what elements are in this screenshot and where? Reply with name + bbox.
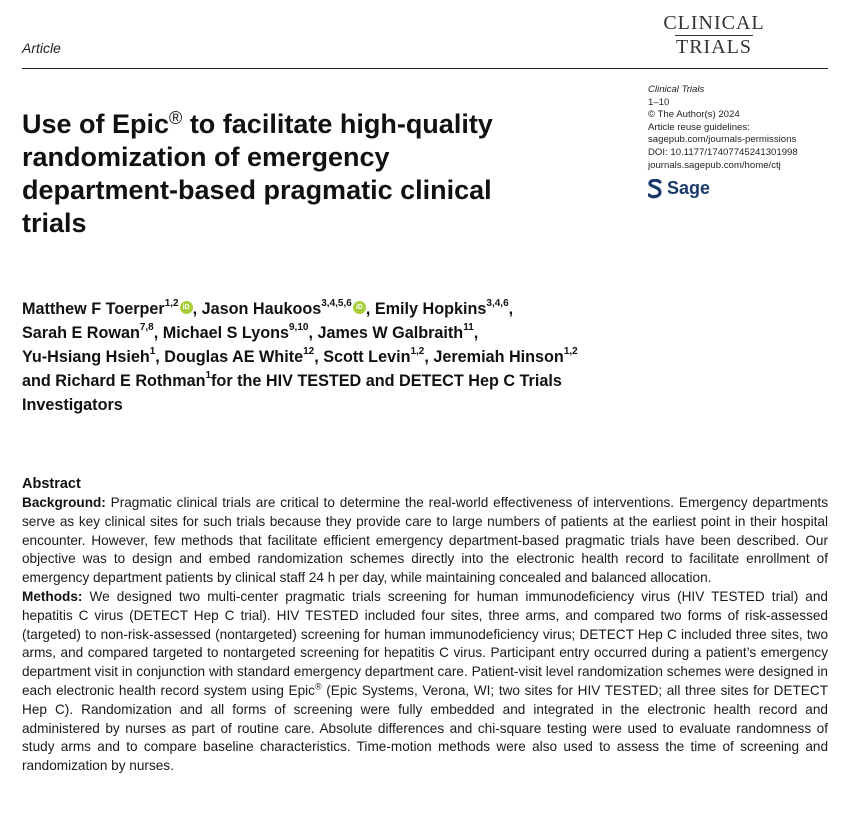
title-part1: Use of Epic <box>22 109 170 139</box>
journal-logo <box>648 12 780 58</box>
author-name[interactable]: Matthew F Toerper <box>22 300 165 318</box>
meta-pages: 1–10 <box>648 96 670 108</box>
abstract-section <box>22 474 828 776</box>
journal-logo-line1: CLINICAL <box>663 12 765 34</box>
separator: , <box>508 300 514 318</box>
title-part2: to facilitate high-quality randomization of emergency department-based pragmatic clinical trials <box>22 109 493 238</box>
affiliation-marker: 9,10 <box>288 321 309 333</box>
author-name[interactable]: , Jeremiah Hinson <box>424 348 564 366</box>
affiliation-marker: 1 <box>149 345 156 357</box>
affiliation-marker: 1,2 <box>410 345 425 357</box>
article-type-label: Article <box>22 40 61 56</box>
author-line-2 <box>22 321 828 345</box>
affiliation-marker: 3,4,6 <box>486 297 509 309</box>
publication-metadata <box>648 84 848 172</box>
affiliation-marker: 1 <box>205 369 212 381</box>
author-name[interactable]: , Douglas AE White <box>155 348 304 366</box>
orcid-icon[interactable]: iD <box>353 301 366 314</box>
author-name[interactable]: , James W Galbraith <box>308 324 464 342</box>
meta-copyright: © The Author(s) 2024 <box>648 109 740 121</box>
meta-journal: Clinical Trials <box>648 84 705 95</box>
methods-text-part1: We designed two multi-center pragmatic trials screening for human immunodeficiency virus (HIV TESTED trial) and hepatitis C virus (DETECT Hep C trial). HIV TESTED included four sites, three arms, and compared two forms of risk-assessed (targeted) to non-risk-assessed (nontargeted) screening for human immunodeficiency virus; DETECT Hep C included three sites, two arms, and compared targeted to nontargeted screening for hepatitis C virus. Participant entry occurred during a patient’s emergency department visit in conjunction with standard emergency department care. Patient-visit level randomization schemes were designed in each electronic health record system using Epic <box>22 588 828 698</box>
methods-label: Methods: <box>22 588 83 604</box>
separator: , <box>473 324 479 342</box>
author-name[interactable]: Sarah E Rowan <box>22 324 140 342</box>
title-registered-mark: ® <box>169 108 183 128</box>
author-name[interactable]: , Emily Hopkins <box>365 300 487 318</box>
affiliation-marker: 1,2 <box>164 297 179 309</box>
sage-s-icon <box>648 179 662 199</box>
methods-text-part2: (Epic Systems, Verona, WI; two sites for HIV TESTED; all three sites for DETECT Hep C). Randomization and all forms of screening were fully embedded and integrated in the electronic health record and administered by nurses as part of routine care. Absolute differences and chi-square testing were used to evaluate randomness of study arms and to compare baseline characteristics. Time-motion methods were also used to assess the time of screening and randomization by nurses. <box>22 682 828 774</box>
background-text: Pragmatic clinical trials are critical to determine the real-world effectiveness of interventions. Emergency departments serve as key clinical sites for such trials because they provide care to large numbers of patients at the earliest point in their hospital encounter. However, few methods that facilitate efficient emergency department-based pragmatic trials have been described. Our objective was to design and embed randomization schemes directly into the electronic health record to facilitate enrollment of emergency department patients by clinical staff 24 h per day, while maintaining concealed and balanced allocation. <box>22 495 828 586</box>
author-name[interactable]: , Jason Haukoos <box>192 300 322 318</box>
article-title <box>22 108 502 240</box>
author-line-5: Investigators <box>22 396 123 414</box>
group-author: for the HIV TESTED and DETECT Hep C Trials <box>211 372 562 390</box>
affiliation-marker: 12 <box>303 345 315 357</box>
author-name[interactable]: and Richard E Rothman <box>22 372 206 390</box>
author-line-4 <box>22 369 828 393</box>
author-name[interactable]: , Michael S Lyons <box>153 324 289 342</box>
publisher-name: Sage <box>667 178 711 198</box>
author-line-3 <box>22 345 828 369</box>
meta-reuse-label: Article reuse guidelines: <box>648 121 750 133</box>
abstract-heading: Abstract <box>22 476 81 492</box>
header-divider <box>22 68 828 69</box>
background-label: Background: <box>22 495 106 510</box>
journal-logo-line2: TRIALS <box>676 36 752 58</box>
affiliation-marker: 7,8 <box>139 321 154 333</box>
author-line-1 <box>22 297 828 321</box>
affiliation-marker: 11 <box>463 321 474 333</box>
author-name[interactable]: , Scott Levin <box>314 348 411 366</box>
abstract-background <box>22 494 828 588</box>
methods-registered-mark: ® <box>314 681 322 692</box>
affiliation-marker: 3,4,5,6 <box>321 297 352 309</box>
author-name[interactable]: Yu-Hsiang Hsieh <box>22 348 150 366</box>
affiliation-marker: 1,2 <box>563 345 578 357</box>
meta-reuse-link[interactable]: sagepub.com/journals-permissions <box>648 134 797 146</box>
abstract-methods <box>22 588 828 776</box>
meta-home-link[interactable]: journals.sagepub.com/home/ctj <box>648 159 781 171</box>
author-list <box>22 297 828 417</box>
meta-doi[interactable]: DOI: 10.1177/17407745241301998 <box>648 146 798 158</box>
publisher-logo <box>648 178 710 199</box>
orcid-icon[interactable]: iD <box>180 301 193 314</box>
